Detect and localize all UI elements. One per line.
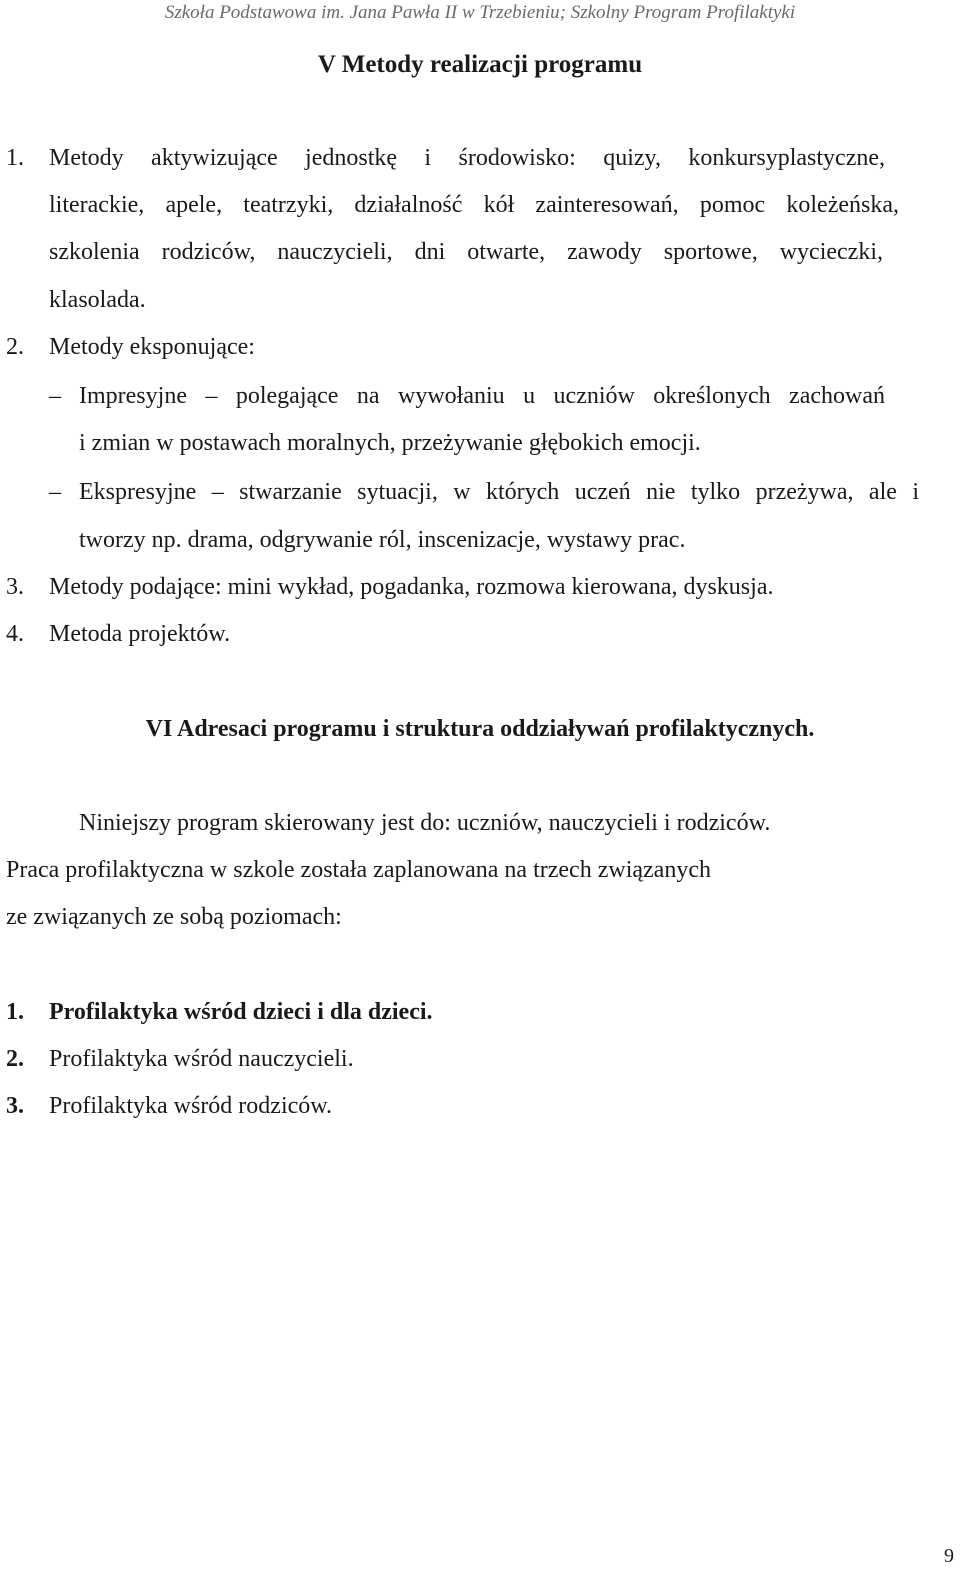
level-1-number: 1. bbox=[6, 999, 24, 1025]
item-2-number: 2. bbox=[6, 334, 24, 360]
item-2-sub-2-dash: – bbox=[49, 479, 61, 505]
item-4-number: 4. bbox=[6, 621, 24, 647]
level-3-number: 3. bbox=[6, 1093, 24, 1119]
item-3-text: Metody podające: mini wykład, pogadanka, rozmowa kierowana, dyskusja. bbox=[49, 574, 774, 600]
item-1-line-1: Metody aktywizujące jednostkę i środowisko: quizy, konkursyplastyczne, bbox=[49, 145, 885, 171]
section-5-title: V Metody realizacji programu bbox=[317, 51, 643, 78]
item-2-sub-1-line-1: Impresyjne – polegające na wywołaniu u uczniów określonych zachowań bbox=[79, 383, 885, 409]
level-3-text: Profilaktyka wśród rodziców. bbox=[49, 1093, 333, 1119]
level-1-text: Profilaktyka wśród dzieci i dla dzieci. bbox=[49, 999, 433, 1025]
page-header: Szkoła Podstawowa im. Jana Pawła II w Trzebieniu; Szkolny Program Profilaktyki bbox=[164, 2, 796, 23]
section-6-title: VI Adresaci programu i struktura oddziaływań profilaktycznych. bbox=[145, 716, 815, 742]
level-2-text: Profilaktyka wśród nauczycieli. bbox=[49, 1046, 354, 1072]
item-1-number: 1. bbox=[6, 145, 24, 171]
level-2-number: 2. bbox=[6, 1046, 24, 1072]
section-6-paragraph-line-2: Praca profilaktyczna w szkole została zaplanowana na trzech związanych bbox=[6, 857, 711, 883]
item-1-line-4: klasolada. bbox=[49, 287, 146, 313]
item-4-text: Metoda projektów. bbox=[49, 621, 231, 647]
item-3-number: 3. bbox=[6, 574, 24, 600]
item-2-text: Metody eksponujące: bbox=[49, 334, 255, 360]
section-6-paragraph-line-3: ze związanych ze sobą poziomach: bbox=[6, 904, 342, 930]
item-2-sub-2-line-2: tworzy np. drama, odgrywanie ról, inscenizacje, wystawy prac. bbox=[79, 527, 686, 553]
item-2-sub-1-line-2: i zmian w postawach moralnych, przeżywanie głębokich emocji. bbox=[79, 430, 701, 456]
section-6-paragraph-line-1: Niniejszy program skierowany jest do: uczniów, nauczycieli i rodziców. bbox=[79, 810, 771, 836]
item-2-sub-1-dash: – bbox=[49, 383, 61, 409]
item-2-sub-2-line-1: Ekspresyjne – stwarzanie sytuacji, w których uczeń nie tylko przeżywa, ale i bbox=[79, 479, 919, 505]
item-1-line-3: szkolenia rodziców, nauczycieli, dni otwarte, zawody sportowe, wycieczki, bbox=[49, 239, 883, 265]
page-number: 9 bbox=[944, 1545, 954, 1567]
item-1-line-2: literackie, apele, teatrzyki, działalność kół zainteresowań, pomoc koleżeńska, bbox=[49, 192, 899, 218]
